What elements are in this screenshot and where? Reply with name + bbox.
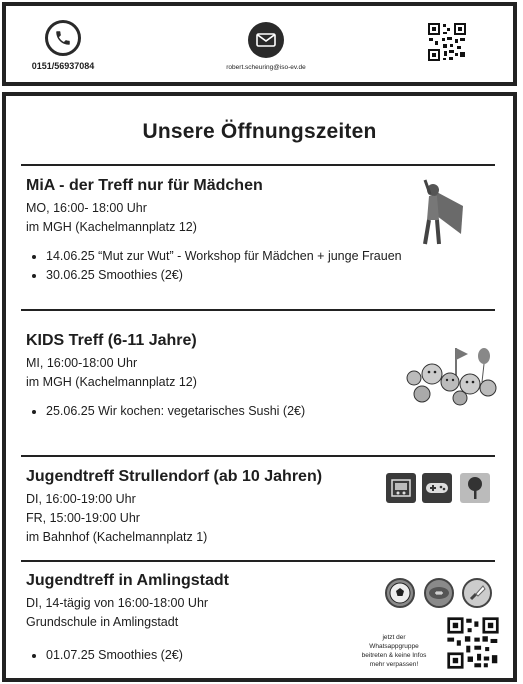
divider xyxy=(21,164,495,166)
section-location: Grundschule in Amlingstadt xyxy=(26,615,179,629)
arcade-machine-icon xyxy=(386,473,416,503)
section-time: DI, 14-tägig von 16:00-18:00 Uhr xyxy=(26,596,209,610)
divider xyxy=(21,560,495,562)
section-time: FR, 15:00-19:00 Uhr xyxy=(26,511,140,525)
promo-line: mehr verpassen! xyxy=(369,661,419,668)
phone-number: 0151/56937084 xyxy=(31,61,95,71)
section-location: im MGH (Kachelmannplatz 12) xyxy=(26,375,197,389)
event-item: • 01.07.25 Smoothies (2€) xyxy=(46,646,496,665)
divider xyxy=(21,309,495,311)
section-time: DI, 16:00-19:00 Uhr xyxy=(26,492,136,506)
section-location: im Bahnhof (Kachelmannplatz 1) xyxy=(26,530,208,544)
envelope-icon xyxy=(248,22,284,58)
event-item: • 30.06.25 Smoothies (2€) xyxy=(46,266,496,285)
event-item: • 14.06.25 “Mut zur Wut” - Workshop für Mädchen + junge Frauen xyxy=(46,247,496,266)
contact-header xyxy=(2,2,517,86)
qr-code-icon[interactable] xyxy=(427,22,467,62)
email-contact[interactable] xyxy=(206,22,326,71)
promo-line: jetzt der xyxy=(382,634,406,641)
gamepad-icon xyxy=(422,473,452,503)
section-title: Jugendtreff in Amlingstadt xyxy=(26,572,229,589)
email-address: robert.scheuring@iso-ev.de xyxy=(226,64,306,71)
page-title: Unsere Öffnungszeiten xyxy=(142,120,377,143)
event-item: • 25.06.25 Wir kochen: vegetarisches Sushi (2€) xyxy=(46,402,496,421)
whatsapp-phone-icon xyxy=(45,20,81,56)
badminton-icon xyxy=(462,578,492,608)
phone-contact[interactable] xyxy=(18,20,108,71)
section-title: MiA - der Treff nur für Mädchen xyxy=(26,177,263,194)
children-group-illustration xyxy=(398,342,498,413)
opening-hours-panel xyxy=(2,92,517,682)
whatsapp-promo-text xyxy=(354,633,434,669)
promo-line: beitreten & keine Infos xyxy=(361,652,427,659)
section-title: KIDS Treff (6-11 Jahre) xyxy=(26,332,197,349)
section-location: im MGH (Kachelmannplatz 12) xyxy=(26,220,197,234)
section-title: Jugendtreff Strullendorf (ab 10 Jahren) xyxy=(26,468,323,485)
superhero-girl-illustration xyxy=(411,176,471,253)
whatsapp-qr-code-icon[interactable] xyxy=(446,616,500,670)
soccer-ball-icon xyxy=(385,578,415,608)
promo-line: Whatsappgruppe xyxy=(369,643,419,650)
football-icon xyxy=(424,578,454,608)
section-time: MI, 16:00-18:00 Uhr xyxy=(26,356,138,370)
table-tennis-icon xyxy=(460,473,490,503)
section-time: MO, 16:00- 18:00 Uhr xyxy=(26,201,147,215)
divider xyxy=(21,455,495,457)
